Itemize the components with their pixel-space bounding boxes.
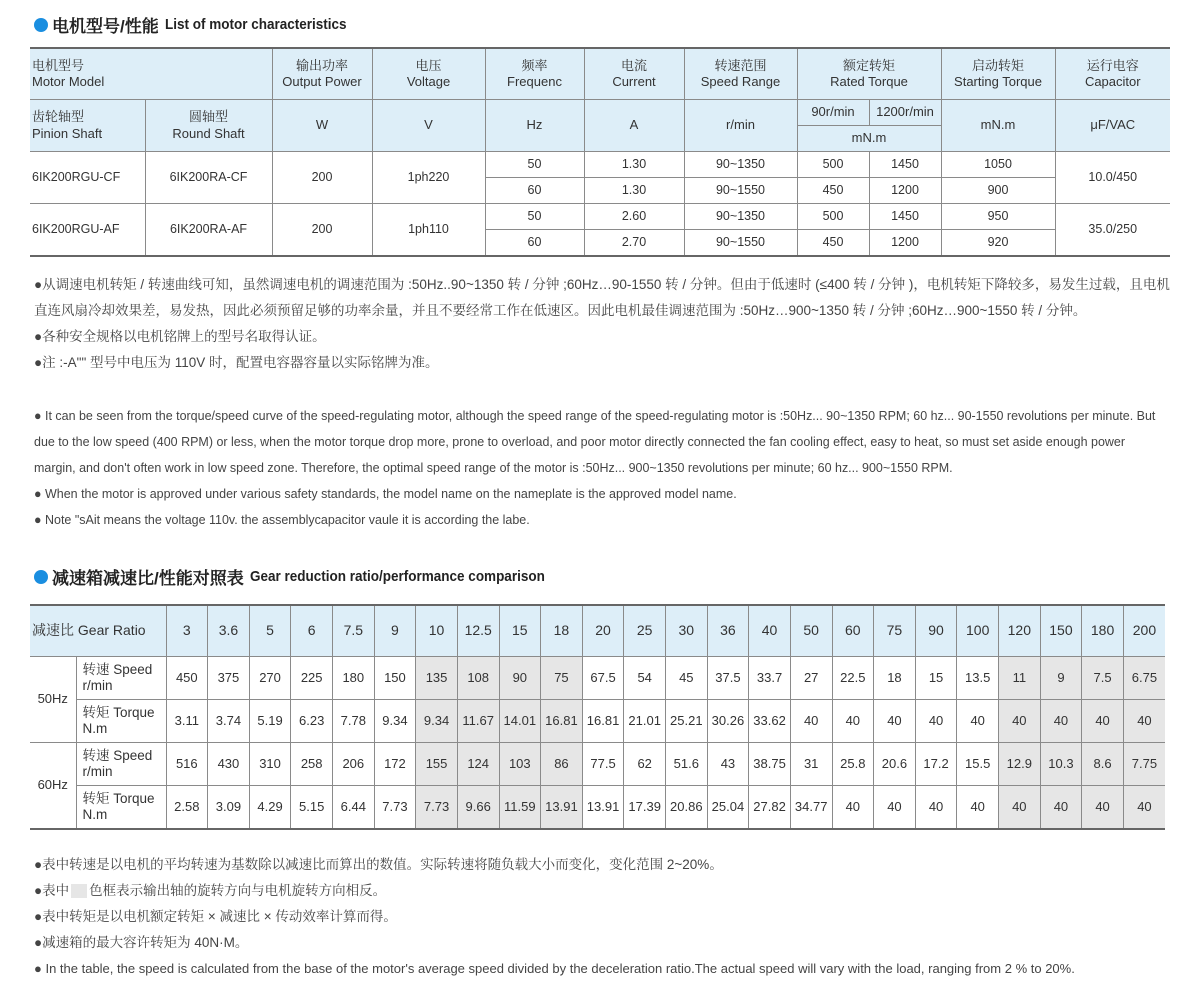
gear-value-cell-reversed: 40 [1082, 700, 1124, 743]
gear-ratio-header-cell: 3 [166, 605, 208, 657]
voltage-unit: V [372, 100, 485, 152]
pinion-model-cell: 6IK200RGU-AF [30, 204, 145, 257]
rated-torque-1200-cell: 1450 [869, 204, 941, 230]
row-label-unit: N.m [82, 807, 108, 822]
round-en: Round Shaft [172, 125, 245, 141]
round-model-cell: 6IK200RA-CF [145, 152, 272, 204]
gear-value-cell: 33.62 [749, 700, 791, 743]
gear-ratio-header-cell: 5 [249, 605, 291, 657]
gear-value-cell: 20.6 [874, 743, 916, 786]
gear-value-cell: 430 [208, 743, 250, 786]
gear-value-cell: 180 [333, 657, 375, 700]
gear-note-4: ●减速箱的最大容许转矩为 40N·M。 [34, 935, 249, 950]
speed-unit: r/min [684, 100, 797, 152]
gear-value-cell-reversed: 11.67 [457, 700, 499, 743]
gear-value-cell: 3.74 [208, 700, 250, 743]
gear-value-cell: 225 [291, 657, 333, 700]
gear-ratio-header-cell: 9 [374, 605, 416, 657]
rated-sub-1200: 1200r/min [869, 100, 941, 126]
row-label [76, 743, 166, 786]
power-unit: W [272, 100, 372, 152]
gear-value-cell: 40 [874, 786, 916, 830]
gear-value-cell-reversed: 40 [1123, 786, 1165, 830]
motor-section-title [34, 12, 366, 37]
gear-value-cell: 40 [790, 700, 832, 743]
gear-value-cell: 310 [249, 743, 291, 786]
current-cn: 电流 [620, 57, 647, 73]
speed-header [684, 48, 797, 100]
power-header [272, 48, 372, 100]
gear-note-1: ●表中转速是以电机的平均转速为基数除以减速比而算出的数值。实际转速将随负载大小而变化，变化范围 2~20%。 [34, 857, 723, 872]
row-label-unit: r/min [82, 764, 113, 779]
blue-bullet-icon [34, 18, 48, 32]
gear-note-3: ●表中转矩是以电机额定转矩 × 减速比 × 传动效率计算而得。 [34, 909, 397, 924]
gear-value-cell-reversed: 103 [499, 743, 541, 786]
gear-value-cell-reversed: 8.6 [1082, 743, 1124, 786]
gear-value-cell: 62 [624, 743, 666, 786]
motor-notes-en [34, 403, 1162, 533]
current-cell: 2.70 [584, 230, 684, 257]
freq-cell: 60 [485, 230, 584, 257]
freq-cell: 50 [485, 204, 584, 230]
gear-value-cell-reversed: 11 [999, 657, 1041, 700]
capacitor-header [1055, 48, 1170, 100]
current-en: Current [612, 74, 656, 89]
motor-note-en-3: ● Note "sAit means the voltage 110v. the assemblycapacitor vaule it is according the labe. [34, 512, 530, 527]
gear-ratio-label: 减速比 Gear Ratio [30, 605, 166, 657]
rated-sub-90: 90r/min [797, 100, 869, 126]
gear-value-cell-reversed: 155 [416, 743, 458, 786]
gear-value-cell: 17.39 [624, 786, 666, 830]
start-torque-cell: 950 [941, 204, 1055, 230]
gear-value-cell: 13.91 [582, 786, 624, 830]
gear-value-cell-reversed: 9.34 [416, 700, 458, 743]
gear-ratio-table [30, 604, 1165, 830]
motor-title-en: List of motor characteristics [164, 16, 347, 33]
gear-data-row [30, 786, 1165, 830]
gear-value-cell-reversed: 14.01 [499, 700, 541, 743]
gear-value-cell: 6.44 [333, 786, 375, 830]
gear-value-cell: 40 [915, 700, 957, 743]
gear-value-cell: 67.5 [582, 657, 624, 700]
gear-ratio-header-cell: 200 [1123, 605, 1165, 657]
gear-value-cell: 40 [957, 786, 999, 830]
row-label-name: 转矩 Torque [82, 704, 155, 720]
gear-value-cell-reversed: 40 [999, 786, 1041, 830]
motor-header-row-2 [30, 100, 1170, 126]
voltage-header [372, 48, 485, 100]
start-en: Starting Torque [954, 74, 1042, 89]
gear-value-cell: 4.29 [249, 786, 291, 830]
freq-cell: 50 [485, 152, 584, 178]
round-cn: 圆轴型 [188, 109, 228, 125]
gear-value-cell-reversed: 40 [1123, 700, 1165, 743]
gear-ratio-header-cell: 18 [541, 605, 583, 657]
pinion-model-cell: 6IK200RGU-CF [30, 152, 145, 204]
motor-characteristics-table [30, 47, 1170, 257]
gear-ratio-header-cell: 150 [1040, 605, 1082, 657]
shade-swatch-icon [71, 884, 87, 898]
gear-value-cell: 31 [790, 743, 832, 786]
gear-value-cell: 54 [624, 657, 666, 700]
gear-ratio-header-cell: 20 [582, 605, 624, 657]
gear-value-cell-reversed: 90 [499, 657, 541, 700]
gear-value-cell: 40 [874, 700, 916, 743]
gear-ratio-header-cell: 50 [790, 605, 832, 657]
gear-value-cell: 21.01 [624, 700, 666, 743]
gear-ratio-header-cell: 40 [749, 605, 791, 657]
gear-ratio-header-cell: 15 [499, 605, 541, 657]
row-label-name: 转速 Speed [82, 747, 153, 763]
start-unit: mN.m [941, 100, 1055, 152]
rated-cn: 额定转矩 [843, 57, 896, 73]
gear-value-cell-reversed: 9.66 [457, 786, 499, 830]
gear-ratio-header-cell: 6 [291, 605, 333, 657]
rated-torque-90-cell: 500 [797, 204, 869, 230]
gear-value-cell-reversed: 86 [541, 743, 583, 786]
row-label-unit: N.m [82, 721, 108, 736]
gear-value-cell: 6.23 [291, 700, 333, 743]
gear-value-cell-reversed: 10.3 [1040, 743, 1082, 786]
row-label-name: 转速 Speed [82, 661, 153, 677]
gear-title-cn: 减速箱减速比/性能对照表 [52, 569, 244, 588]
gear-note-5: ● In the table, the speed is calculated from the base of the motor's average speed divided by the deceleration ratio.The actual speed will vary with the load, ranging from 2 % to 20%. [34, 961, 1075, 976]
pinion-shaft-header [30, 100, 145, 152]
cap-unit: μF/VAC [1055, 100, 1170, 152]
gear-ratio-header-cell: 120 [999, 605, 1041, 657]
gear-value-cell-reversed: 6.75 [1123, 657, 1165, 700]
speed-range-cell: 90~1350 [684, 152, 797, 178]
frequency-group-label: 60Hz [30, 743, 76, 830]
power-cell: 200 [272, 152, 372, 204]
gear-value-cell: 34.77 [790, 786, 832, 830]
gear-value-cell-reversed: 7.5 [1082, 657, 1124, 700]
speed-range-cell: 90~1550 [684, 230, 797, 257]
gear-value-cell-reversed: 40 [1082, 786, 1124, 830]
motor-note-cn-1: ●从调速电机转矩 / 转速曲线可知，虽然调速电机的调速范围为 :50Hz..90~1350 转 / 分钟 ;60Hz…90-1550 转 / 分钟。但由于低速时 (≤400 转 / 分钟 )，电机转矩下降较多，易发生过载，且电机直连风扇冷却效果差，易发热，因此必须预留足够的功率余量，并且不要经常工作在低速区。因此电机最佳调速范围为 :50Hz…900~1350 转 / 分钟 ;60Hz…900~1550 转 / 分钟。 [34, 277, 1170, 318]
gear-value-cell: 3.11 [166, 700, 208, 743]
gear-ratio-header-cell: 12.5 [457, 605, 499, 657]
rated-torque-1200-cell: 1200 [869, 178, 941, 204]
rated-torque-header [797, 48, 941, 100]
round-model-cell: 6IK200RA-AF [145, 204, 272, 257]
gear-value-cell: 17.2 [915, 743, 957, 786]
gear-data-row [30, 657, 1165, 700]
motor-model-cn: 电机型号 [32, 57, 85, 73]
gear-value-cell: 40 [957, 700, 999, 743]
freq-cn: 频率 [521, 57, 548, 73]
gear-table-body [30, 605, 1165, 829]
motor-note-en-2: ● When the motor is approved under various safety standards, the model name on the nameplate is the approved model name. [34, 486, 737, 501]
speed-en: Speed Range [700, 74, 781, 89]
power-cell: 200 [272, 204, 372, 257]
gear-value-cell: 2.58 [166, 786, 208, 830]
voltage-cell: 1ph110 [372, 204, 485, 257]
gear-value-cell-reversed: 40 [1040, 786, 1082, 830]
row-label-name: 转矩 Torque [82, 790, 155, 806]
gear-value-cell: 5.15 [291, 786, 333, 830]
motor-note-en-1: ● It can be seen from the torque/speed curve of the speed-regulating motor, although the speed range of the speed-regulating motor is :50Hz... 90~1350 RPM; 60 hz... 90-1550 revolutions per minute. But due to the low speed (400 RPM) or less, when the motor torque drop more, prone to overload, and poor motor directly connected the fan cooling effect, easy to heat, so must set aside enough power margin, and don't often work in low speed zone. Therefore, the optimal speed range of the motor is :50Hz... 900~1350 revolutions per minute; 60 hz... 900~1550 RPM. [34, 408, 1156, 475]
gear-value-cell-reversed: 9 [1040, 657, 1082, 700]
gear-value-cell: 258 [291, 743, 333, 786]
gear-value-cell: 3.09 [208, 786, 250, 830]
gear-value-cell-reversed: 75 [541, 657, 583, 700]
gear-value-cell: 7.73 [374, 786, 416, 830]
gear-value-cell: 15.5 [957, 743, 999, 786]
start-torque-cell: 1050 [941, 152, 1055, 178]
current-unit: A [584, 100, 684, 152]
gear-value-cell: 40 [832, 700, 874, 743]
gear-value-cell-reversed: 7.75 [1123, 743, 1165, 786]
start-torque-cell: 920 [941, 230, 1055, 257]
gear-value-cell: 43 [707, 743, 749, 786]
gear-value-cell: 16.81 [582, 700, 624, 743]
gear-value-cell: 13.5 [957, 657, 999, 700]
gear-value-cell-reversed: 7.73 [416, 786, 458, 830]
motor-title-cn: 电机型号/性能 [52, 17, 159, 36]
gear-value-cell: 37.5 [707, 657, 749, 700]
gear-ratio-header-cell: 25 [624, 605, 666, 657]
motor-row [30, 204, 1170, 230]
gear-ratio-header-cell: 180 [1082, 605, 1124, 657]
gear-value-cell-reversed: 12.9 [999, 743, 1041, 786]
gear-value-cell: 22.5 [832, 657, 874, 700]
speed-range-cell: 90~1350 [684, 204, 797, 230]
voltage-en: Voltage [406, 74, 451, 89]
cap-cn: 运行电容 [1086, 57, 1139, 73]
gear-value-cell: 38.75 [749, 743, 791, 786]
gear-value-cell: 27.82 [749, 786, 791, 830]
gear-value-cell: 33.7 [749, 657, 791, 700]
gear-value-cell-reversed: 108 [457, 657, 499, 700]
gear-value-cell: 206 [333, 743, 375, 786]
gear-value-cell: 51.6 [666, 743, 708, 786]
row-label [76, 700, 166, 743]
gear-value-cell: 27 [790, 657, 832, 700]
rated-torque-90-cell: 450 [797, 230, 869, 257]
gear-ratio-header-cell: 100 [957, 605, 999, 657]
gear-value-cell: 25.04 [707, 786, 749, 830]
gear-note-2-after: 色框表示输出轴的旋转方向与电机旋转方向相反。 [89, 883, 387, 898]
gear-value-cell: 7.78 [333, 700, 375, 743]
gear-value-cell: 45 [666, 657, 708, 700]
start-cn: 启动转矩 [972, 57, 1025, 73]
rated-torque-90-cell: 500 [797, 152, 869, 178]
pinion-cn: 齿轮轴型 [32, 109, 85, 125]
rated-en: Rated Torque [830, 74, 908, 89]
current-cell: 2.60 [584, 204, 684, 230]
motor-table-body [30, 152, 1170, 257]
freq-unit: Hz [485, 100, 584, 152]
power-cn: 输出功率 [295, 57, 348, 73]
gear-value-cell: 172 [374, 743, 416, 786]
capacitor-cell: 10.0/450 [1055, 152, 1170, 204]
rated-torque-1200-cell: 1450 [869, 152, 941, 178]
start-torque-cell: 900 [941, 178, 1055, 204]
gear-value-cell: 20.86 [666, 786, 708, 830]
motor-model-header [30, 48, 272, 100]
gear-ratio-header-cell: 60 [832, 605, 874, 657]
gear-data-row [30, 700, 1165, 743]
round-shaft-header [145, 100, 272, 152]
motor-row [30, 152, 1170, 178]
gear-note-2 [34, 878, 1194, 904]
speed-cn: 转速范围 [714, 57, 767, 73]
gear-value-cell: 270 [249, 657, 291, 700]
gear-value-cell: 375 [208, 657, 250, 700]
gear-value-cell: 40 [915, 786, 957, 830]
voltage-cn: 电压 [415, 57, 442, 73]
gear-value-cell: 15 [915, 657, 957, 700]
gear-value-cell: 450 [166, 657, 208, 700]
gear-ratio-header-cell: 75 [874, 605, 916, 657]
gear-value-cell-reversed: 124 [457, 743, 499, 786]
gear-ratio-header-cell: 90 [915, 605, 957, 657]
gear-value-cell: 40 [832, 786, 874, 830]
rated-torque-90-cell: 450 [797, 178, 869, 204]
gear-value-cell: 25.8 [832, 743, 874, 786]
gear-notes [34, 852, 1194, 982]
power-en: Output Power [282, 74, 362, 89]
frequency-group-label: 50Hz [30, 657, 76, 743]
cap-en: Capacitor [1084, 74, 1141, 89]
gear-value-cell: 9.34 [374, 700, 416, 743]
blue-bullet-icon [34, 570, 48, 584]
freq-en: Frequenc [507, 74, 562, 89]
gear-ratio-header-cell: 3.6 [208, 605, 250, 657]
gear-value-cell-reversed: 40 [1040, 700, 1082, 743]
gear-value-cell: 25.21 [666, 700, 708, 743]
gear-value-cell: 77.5 [582, 743, 624, 786]
gear-value-cell: 30.26 [707, 700, 749, 743]
gear-ratio-header-cell: 30 [666, 605, 708, 657]
gear-value-cell-reversed: 13.91 [541, 786, 583, 830]
gear-data-row [30, 743, 1165, 786]
freq-header [485, 48, 584, 100]
gear-value-cell: 18 [874, 657, 916, 700]
motor-note-cn-3: ●注 :-A"" 型号中电压为 110V 时，配置电容器容量以实际铭牌为准。 [34, 355, 439, 370]
freq-cell: 60 [485, 178, 584, 204]
speed-range-cell: 90~1550 [684, 178, 797, 204]
gear-note-2-before: ●表中 [34, 883, 70, 898]
gear-ratio-header-cell: 36 [707, 605, 749, 657]
row-label [76, 657, 166, 700]
gear-ratio-header-cell: 7.5 [333, 605, 375, 657]
gear-section-title [34, 564, 577, 589]
gear-value-cell-reversed: 40 [999, 700, 1041, 743]
rated-torque-1200-cell: 1200 [869, 230, 941, 257]
gear-title-en: Gear reduction ratio/performance comparison [249, 568, 545, 585]
voltage-cell: 1ph220 [372, 152, 485, 204]
gear-value-cell-reversed: 135 [416, 657, 458, 700]
gear-value-cell: 150 [374, 657, 416, 700]
motor-notes-cn [34, 272, 1174, 376]
current-cell: 1.30 [584, 178, 684, 204]
gear-value-cell-reversed: 16.81 [541, 700, 583, 743]
gear-ratio-header-cell: 10 [416, 605, 458, 657]
current-header [584, 48, 684, 100]
motor-note-cn-2: ●各种安全规格以电机铭牌上的型号名取得认证。 [34, 329, 326, 344]
gear-value-cell-reversed: 11.59 [499, 786, 541, 830]
capacitor-cell: 35.0/250 [1055, 204, 1170, 257]
motor-header-row-1 [30, 48, 1170, 100]
rated-unit: mN.m [797, 126, 941, 152]
row-label-unit: r/min [82, 678, 113, 693]
row-label [76, 786, 166, 830]
motor-model-en: Motor Model [32, 74, 105, 89]
current-cell: 1.30 [584, 152, 684, 178]
gear-value-cell: 5.19 [249, 700, 291, 743]
gear-header-row [30, 605, 1165, 657]
gear-value-cell: 516 [166, 743, 208, 786]
pinion-en: Pinion Shaft [32, 125, 103, 141]
start-torque-header [941, 48, 1055, 100]
